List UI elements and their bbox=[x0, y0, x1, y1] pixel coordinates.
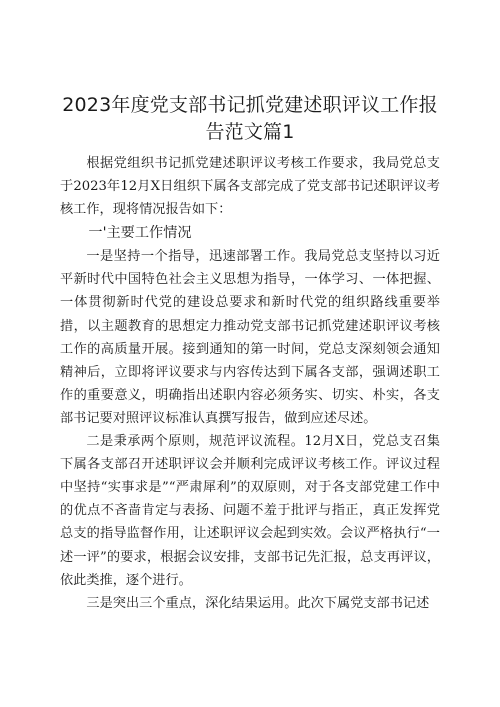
paragraph-2: 二是秉承两个原则，规范评议流程。12月X日，党总支召集下属各支部召开述职评议会并顺利完成评议考核工作。评议过程中坚持“实事求是”“严肃犀利”的双原则，对于各支部党建工作中的优点不吝啬肯定与表扬、问题不羞于批评与指正，真正发挥党总支的指导监督作用，让述职评议会起到实效。会议严格执行“一述一评”的要求，根据会议安排，支部书记先汇报，总支再评议，依此类推，逐个进行。 bbox=[60, 434, 440, 588]
title-line-1: 2023年度党支部书记抓党建述职评议工作报 bbox=[62, 94, 438, 116]
intro-paragraph: 根据党组织书记抓党建述职评议考核工作要求，我局党总支于2023年12月X日组织下属各支部完成了党支部书记述职评议考核工作，现将情况报告如下： bbox=[60, 156, 440, 218]
section-heading: 一'主要工作情况 bbox=[88, 225, 192, 242]
document-body bbox=[60, 152, 440, 615]
title-line-2: 告范文篇1 bbox=[205, 121, 295, 143]
document-title bbox=[60, 92, 440, 146]
paragraph-1: 一是坚持一个指导，迅速部署工作。我局党总支坚持以习近平新时代中国特色社会主义思想为指导，一体学习、一体把握、一体贯彻新时代党的建设总要求和新时代党的组织路线重要举措，以主题教育的思想定力推动党支部书记抓党建述职评议考核工作的高质量开展。接到通知的第一时间，党总支深刻领会通知精神后，立即将评议要求与内容传达到下属各支部，强调述职工作的重要意义，明确指出述职内容必须务实、切实、朴实，各支部书记要对照评议标准认真撰写报告，做到应述尽述。 bbox=[60, 249, 440, 426]
paragraph-3: 三是突出三个重点，深化结果运用。此次下属党支部书记述 bbox=[86, 595, 430, 611]
